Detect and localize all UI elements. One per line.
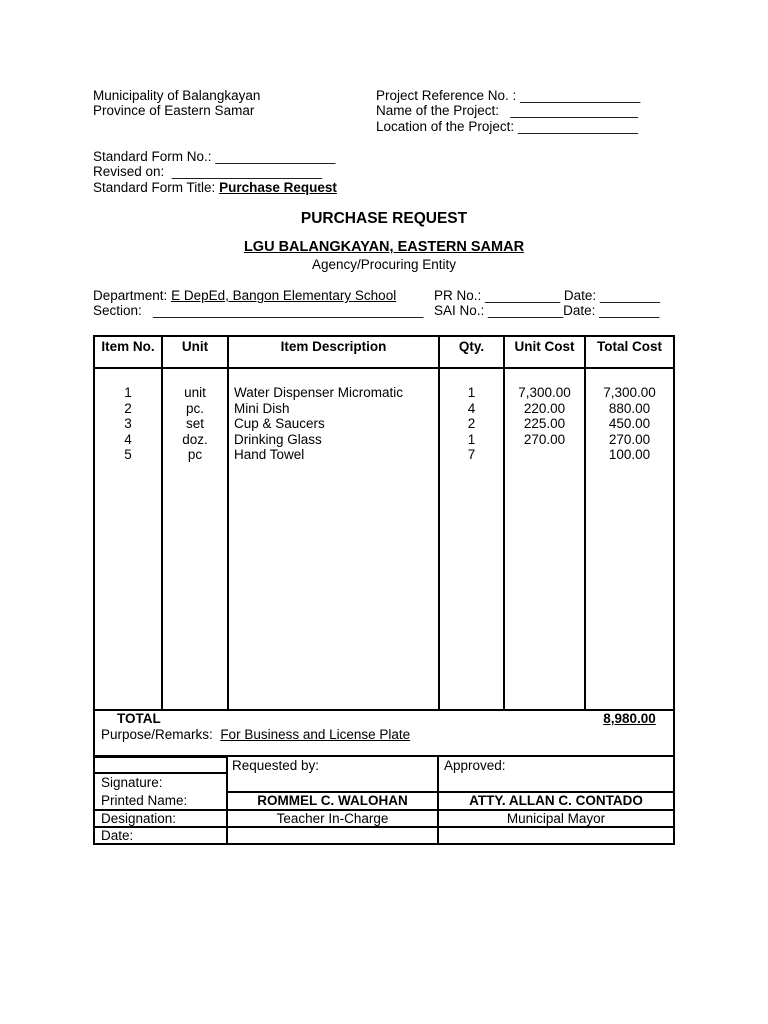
cell-total-cost: 880.00 xyxy=(608,400,651,416)
project-location-field xyxy=(376,119,638,135)
column-divider xyxy=(227,337,229,711)
sig-row-divider xyxy=(95,826,673,828)
cell-description: Water Dispenser Micromatic xyxy=(234,385,404,400)
cell-item-no: 5 xyxy=(124,447,132,462)
column-description xyxy=(234,385,438,463)
sai-date-label: Date: xyxy=(563,303,596,318)
header-item-no: Item No. xyxy=(101,339,155,354)
form-title-field xyxy=(93,180,337,196)
total-value: 8,980.00 xyxy=(603,711,656,726)
purpose-field xyxy=(101,727,410,743)
cell-total-cost: 450.00 xyxy=(608,416,651,431)
cell-item-no: 3 xyxy=(124,416,132,431)
agency-caption: Agency/Procuring Entity xyxy=(311,257,457,272)
column-unit xyxy=(163,385,227,463)
section-blank: ____________________________________ xyxy=(153,303,424,318)
purpose-value: For Business and License Plate xyxy=(220,727,411,742)
revised-on-field xyxy=(93,164,322,180)
column-unit-cost xyxy=(505,385,584,463)
form-title-label: Standard Form Title: xyxy=(93,180,216,195)
cell-description: Cup & Saucers xyxy=(234,416,325,431)
municipality-text: Municipality of Balangkayan xyxy=(93,88,261,103)
approver-name: ATTY. ALLAN C. CONTADO xyxy=(469,793,643,808)
header-description: Item Description xyxy=(280,339,387,354)
sai-number-field xyxy=(434,303,659,319)
column-item-no xyxy=(95,385,161,463)
sai-number-label: SAI No.: xyxy=(434,303,485,318)
approved-label: Approved: xyxy=(444,758,506,773)
items-table xyxy=(93,335,675,757)
project-name-blank: _________________ xyxy=(510,103,638,118)
sig-row-divider xyxy=(95,756,226,758)
requester-name: ROMMEL C. WALOHAN xyxy=(257,793,408,808)
department-field xyxy=(93,288,396,304)
revised-on-label: Revised on: xyxy=(93,164,165,179)
date-label: Date: xyxy=(101,828,134,843)
printed-name-label: Printed Name: xyxy=(101,793,188,808)
pr-number-label: PR No.: xyxy=(434,288,482,303)
header-divider xyxy=(95,367,673,369)
column-qty xyxy=(440,385,503,463)
cell-unit-cost: 270.00 xyxy=(523,431,566,447)
revised-on-blank: ____________________ xyxy=(171,164,322,179)
department-label: Department: xyxy=(93,288,168,303)
signatories-table xyxy=(93,756,675,845)
pr-date-blank: ________ xyxy=(599,288,661,303)
header-unit: Unit xyxy=(181,339,209,354)
header-qty: Qty. xyxy=(458,339,485,354)
sai-number-blank: __________ xyxy=(488,303,564,318)
cell-qty: 2 xyxy=(467,416,476,431)
cell-unit: pc. xyxy=(185,400,204,416)
sai-date-blank: ________ xyxy=(599,303,660,318)
requested-by-label: Requested by: xyxy=(232,758,320,773)
project-location-label: Location of the Project: xyxy=(376,119,515,134)
signature-label: Signature: xyxy=(101,775,163,790)
cell-description: Drinking Glass xyxy=(234,431,322,447)
total-label: TOTAL xyxy=(117,711,161,726)
project-name-field xyxy=(376,103,638,119)
requester-designation: Teacher In-Charge xyxy=(276,811,389,826)
cell-unit: pc xyxy=(187,447,203,462)
pr-date-label: Date: xyxy=(563,288,597,303)
cell-item-no: 1 xyxy=(124,385,132,400)
designation-label: Designation: xyxy=(101,811,177,826)
cell-unit-cost xyxy=(505,447,584,463)
approver-designation: Municipal Mayor xyxy=(506,811,606,826)
province-text: Province of Eastern Samar xyxy=(93,103,255,118)
standard-form-no-label: Standard Form No.: xyxy=(93,149,212,164)
cell-unit: doz. xyxy=(182,431,208,447)
cell-item-no: 2 xyxy=(124,400,132,416)
form-title-value: Purchase Request xyxy=(219,180,337,195)
standard-form-no-field xyxy=(93,149,335,165)
department-value: E DepEd, Bangon Elementary School xyxy=(171,288,397,303)
column-total-cost xyxy=(586,385,673,463)
header-total-cost: Total Cost xyxy=(597,339,662,354)
pr-number-blank: __________ xyxy=(485,288,561,303)
cell-qty: 7 xyxy=(467,447,476,462)
section-label: Section: xyxy=(93,303,142,318)
cell-description: Hand Towel xyxy=(234,447,305,462)
cell-qty: 1 xyxy=(467,385,476,400)
purpose-label: Purpose/Remarks: xyxy=(101,727,213,742)
project-reference-field xyxy=(376,88,640,104)
cell-qty: 4 xyxy=(467,400,476,416)
agency-name: LGU BALANGKAYAN, EASTERN SAMAR xyxy=(243,239,525,255)
section-field xyxy=(93,303,423,319)
project-reference-blank: ________________ xyxy=(520,88,641,103)
pr-number-field xyxy=(434,288,660,304)
cell-total-cost: 7,300.00 xyxy=(603,385,656,400)
cell-qty: 1 xyxy=(467,431,476,447)
cell-unit: unit xyxy=(184,385,206,400)
standard-form-no-blank: ________________ xyxy=(215,149,336,164)
cell-unit-cost: 220.00 xyxy=(523,400,566,416)
cell-unit-cost: 225.00 xyxy=(523,416,566,431)
cell-item-no: 4 xyxy=(124,431,132,447)
project-name-label: Name of the Project: xyxy=(376,103,500,118)
cell-total-cost: 270.00 xyxy=(608,431,651,447)
project-location-blank: ________________ xyxy=(517,119,638,134)
cell-unit-cost: 7,300.00 xyxy=(518,385,571,400)
project-reference-label: Project Reference No. : xyxy=(376,88,517,103)
document-title: PURCHASE REQUEST xyxy=(300,210,468,227)
header-unit-cost: Unit Cost xyxy=(514,339,575,354)
cell-total-cost: 100.00 xyxy=(608,447,651,462)
cell-description: Mini Dish xyxy=(234,400,290,416)
sig-row-divider xyxy=(95,772,228,774)
cell-unit: set xyxy=(185,416,204,431)
